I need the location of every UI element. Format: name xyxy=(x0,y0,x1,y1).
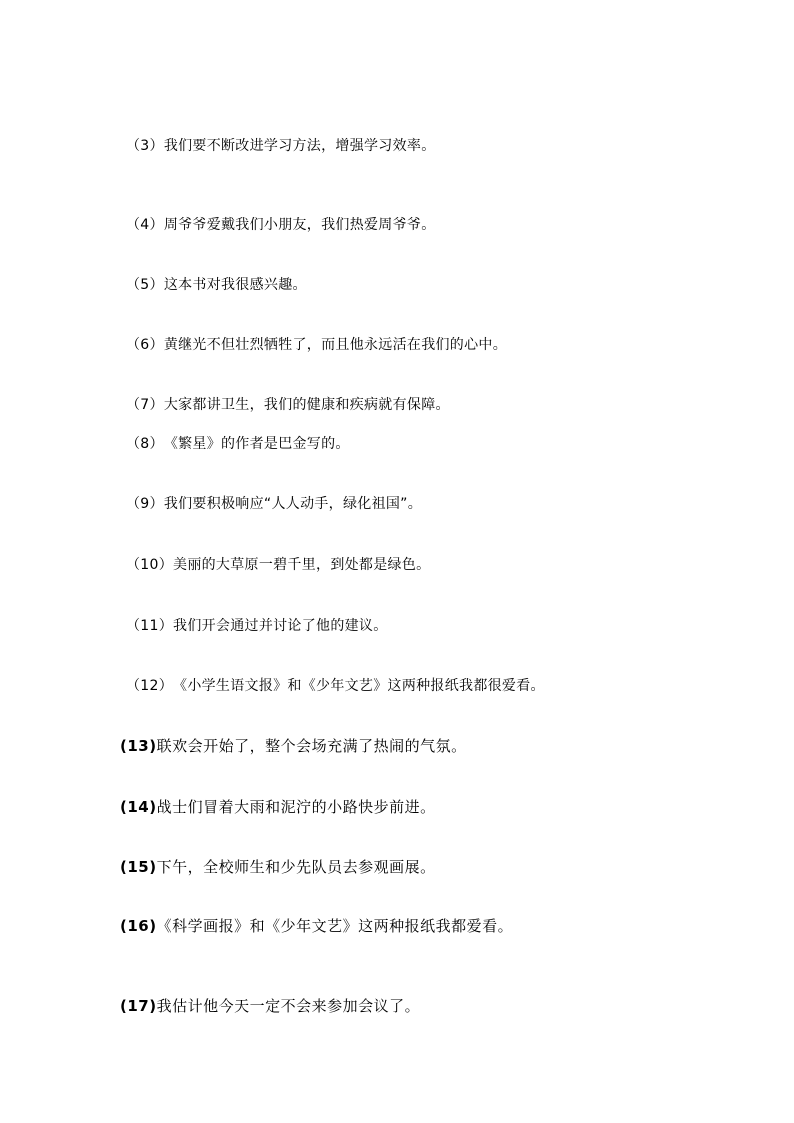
item-number: （4） xyxy=(126,217,164,233)
item-number: （8） xyxy=(126,436,164,452)
sentence-item xyxy=(126,676,545,696)
sentence-item xyxy=(120,736,467,756)
item-text: 美丽的大草原一碧千里，到处都是绿色。 xyxy=(173,557,431,573)
item-text: 黄继光不但壮烈牺牲了，而且他永远活在我们的心中。 xyxy=(163,337,508,353)
item-text: 大家都讲卫生，我们的健康和疾病就有保障。 xyxy=(163,397,450,413)
sentence-item xyxy=(126,215,436,235)
item-number: （11） xyxy=(126,618,174,634)
item-text: 《繁星》的作者是巴金写的。 xyxy=(163,436,350,452)
item-number: （5） xyxy=(126,277,164,293)
item-number: (15) xyxy=(120,858,157,876)
sentence-item xyxy=(120,797,436,817)
sentence-item xyxy=(126,275,307,295)
item-text: 我们开会通过并讨论了他的建议。 xyxy=(173,618,388,634)
sentence-item xyxy=(126,335,507,355)
item-text: 《小学生语文报》和《少年文艺》这两种报纸我都很爱看。 xyxy=(173,678,545,694)
sentence-item xyxy=(120,996,420,1016)
sentence-item xyxy=(126,555,430,575)
item-text: 我估计他今天一定不会来参加会议了。 xyxy=(156,997,421,1015)
item-number: （3） xyxy=(126,138,164,154)
item-text: 联欢会开始了，整个会场充满了热闹的气氛。 xyxy=(156,737,467,755)
item-number: （9） xyxy=(126,496,164,512)
sentence-item xyxy=(126,136,436,156)
item-text: 周爷爷爱戴我们小朋友，我们热爱周爷爷。 xyxy=(163,217,436,233)
item-text: 我们要积极响应“人人动手，绿化祖国”。 xyxy=(163,496,423,512)
item-number: （6） xyxy=(126,337,164,353)
item-number: (16) xyxy=(120,917,157,935)
item-text: 《科学画报》和《少年文艺》这两种报纸我都爱看。 xyxy=(156,917,514,935)
sentence-item xyxy=(126,616,388,636)
item-number: (17) xyxy=(120,997,157,1015)
item-text: 下午，全校师生和少先队员去参观画展。 xyxy=(156,858,436,876)
item-number: （7） xyxy=(126,397,164,413)
item-number: (14) xyxy=(120,798,157,816)
item-number: （10） xyxy=(126,557,174,573)
sentence-item xyxy=(120,916,513,936)
item-text: 我们要不断改进学习方法，增强学习效率。 xyxy=(163,138,436,154)
sentence-item xyxy=(126,395,450,415)
sentence-item xyxy=(126,494,422,514)
sentence-item xyxy=(120,857,436,877)
item-text: 这本书对我很感兴趣。 xyxy=(163,277,307,293)
sentence-item xyxy=(126,434,350,454)
item-number: (13) xyxy=(120,737,157,755)
item-text: 战士们冒着大雨和泥泞的小路快步前进。 xyxy=(156,798,436,816)
item-number: （12） xyxy=(126,678,174,694)
